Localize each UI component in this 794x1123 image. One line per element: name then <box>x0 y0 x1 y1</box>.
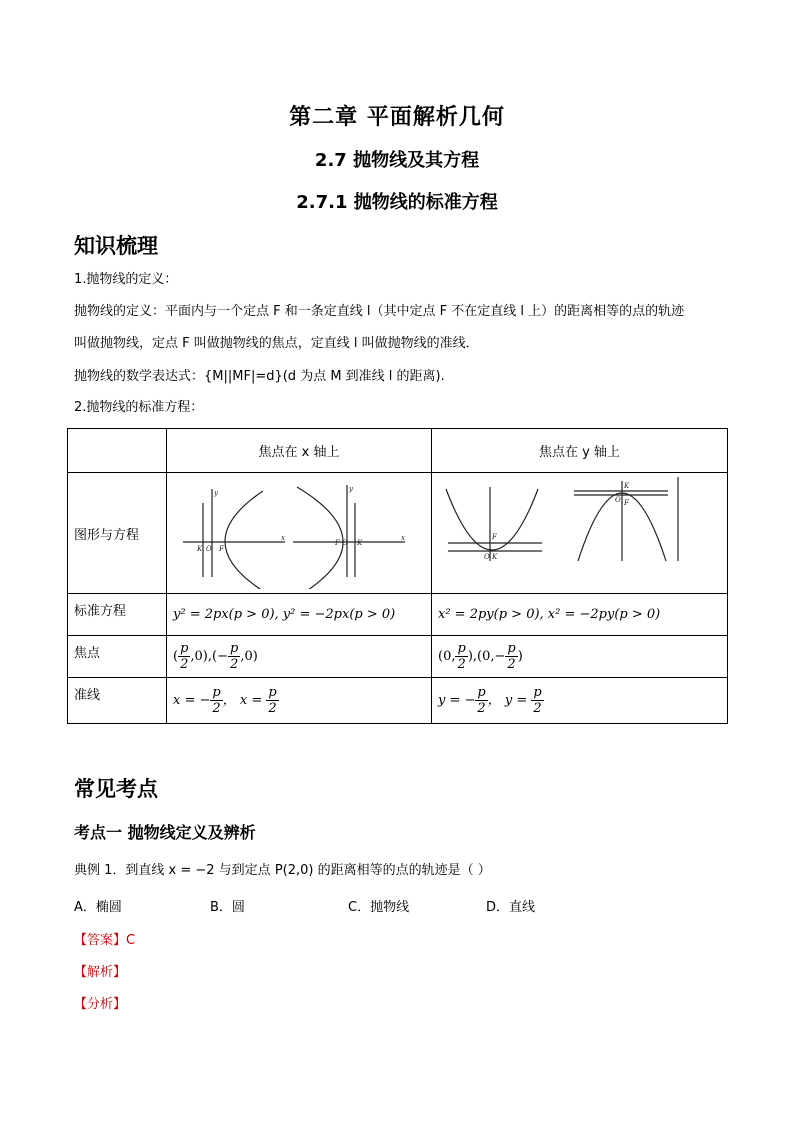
parabola-x-graphs <box>167 473 431 589</box>
knowledge-heading: 知识梳理 <box>74 234 158 258</box>
graphs-x-axis <box>167 473 432 594</box>
graph1-o-label: O <box>206 545 212 553</box>
answer-line <box>74 932 135 950</box>
graph2-f-label: F <box>335 539 340 547</box>
item1-label: 1.抛物线的定义： <box>74 272 178 287</box>
focus-y-part-a: (0, <box>438 649 456 664</box>
option-c[interactable]: C．抛物线 <box>348 900 410 915</box>
answer-label: 【答案】 <box>74 933 127 948</box>
row-label-focus: 焦点 <box>68 636 167 678</box>
common-points-heading: 常见考点 <box>74 777 158 801</box>
table-row-equation <box>68 594 728 636</box>
graph3-k-label: K <box>492 553 498 561</box>
chapter-title: 第二章 平面解析几何 <box>289 105 505 130</box>
graphs-y-axis <box>432 473 728 594</box>
row-label-graph: 图形与方程 <box>68 473 167 594</box>
math-expression: 抛物线的数学表达式：{M||MF|=d}(d 为点 M 到准线 l 的距离). <box>74 369 445 384</box>
graph1-y-label: y <box>214 489 218 497</box>
graph3-o-label: O <box>484 553 490 561</box>
graph4-f-label: F <box>624 499 629 507</box>
table-row-focus <box>68 636 728 678</box>
focus-x-part-a: ( <box>173 649 179 664</box>
fraction-p-over-2: $\frac{p}{2}$ <box>180 641 189 672</box>
directrix-x: x = − $\frac{p}{2}$ ， x = $\frac{p}{2}$ <box>167 678 432 724</box>
header-x-axis: 焦点在 x 轴上 <box>167 429 432 473</box>
definition-line2: 叫做抛物线，定点 F 叫做抛物线的焦点，定直线 l 叫做抛物线的准线． <box>74 336 479 351</box>
fraction-p-over-2: $\frac{p}{2}$ <box>507 641 516 672</box>
standard-equation-table <box>67 428 728 724</box>
parabola-left <box>297 487 343 589</box>
graph2-y-label: y <box>349 485 353 493</box>
answer-value: C <box>126 933 136 948</box>
table-row-directrix <box>68 678 728 724</box>
parabola-y-graphs <box>432 473 727 589</box>
answer-options <box>74 899 574 919</box>
graph2-x-label: x <box>401 534 405 542</box>
focus-y-part-c: ) <box>517 649 523 664</box>
subsection-title: 2.7.1 抛物线的标准方程 <box>296 192 498 213</box>
graph1-f-label: F <box>219 545 224 553</box>
graph4-o-label: O <box>615 496 621 504</box>
point1-heading: 考点一 抛物线定义及辨析 <box>74 823 256 842</box>
graph1-x-label: x <box>281 534 285 542</box>
focus-x-part-c: ,0) <box>240 649 258 664</box>
table-header-row <box>68 429 728 473</box>
fraction-p-over-2: $\frac{p}{2}$ <box>229 641 239 672</box>
graph3-f-label: F <box>492 533 497 541</box>
fraction-p-over-2: $\frac{p}{2}$ <box>533 685 542 716</box>
directrix-y: y = − $\frac{p}{2}$ ， y = $\frac{p}{2}$ <box>432 678 728 724</box>
focus-y-part-b: ),(0,− <box>467 649 506 664</box>
parabola-right <box>225 491 263 589</box>
option-b[interactable]: B．圆 <box>210 900 245 915</box>
fraction-p-over-2: $\frac{p}{2}$ <box>212 685 221 716</box>
table-row-graph <box>68 473 728 594</box>
row-label-equation: 标准方程 <box>68 594 167 636</box>
focus-x <box>167 636 432 678</box>
focus-x-part-b: ,0),(− <box>190 649 228 664</box>
equation-y: x² = 2py(p > 0), x² = −2py(p > 0) <box>432 594 728 636</box>
graph4-k-label: K <box>624 482 630 490</box>
analysis-label: 【解析】 <box>74 965 127 980</box>
fraction-p-over-2: $\frac{p}{2}$ <box>477 685 486 716</box>
option-a[interactable]: A．椭圆 <box>74 900 122 915</box>
graph2-o-label: O <box>342 539 348 547</box>
item2-label: 2.抛物线的标准方程： <box>74 400 204 415</box>
definition-line1: 抛物线的定义：平面内与一个定点 F 和一条定直线 l（其中定点 F 不在定直线 l 上）的距离相等的点的轨迹 <box>74 304 685 319</box>
graph2-k-label: K <box>357 539 363 547</box>
example-question: 典例 1．到直线 x = −2 与到定点 P(2,0) 的距离相等的点的轨迹是（ ） <box>74 863 491 878</box>
option-d[interactable]: D．直线 <box>486 900 536 915</box>
focus-y <box>432 636 728 678</box>
fraction-p-over-2: $\frac{p}{2}$ <box>457 641 466 672</box>
header-y-axis: 焦点在 y 轴上 <box>432 429 728 473</box>
equation-x: y² = 2px(p > 0), y² = −2px(p > 0) <box>167 594 432 636</box>
fenxi-label: 【分析】 <box>74 997 127 1012</box>
row-label-directrix: 准线 <box>68 678 167 724</box>
section-title: 2.7 抛物线及其方程 <box>314 150 480 171</box>
graph1-k-label: K <box>197 545 203 553</box>
fraction-p-over-2: $\frac{p}{2}$ <box>268 685 277 716</box>
